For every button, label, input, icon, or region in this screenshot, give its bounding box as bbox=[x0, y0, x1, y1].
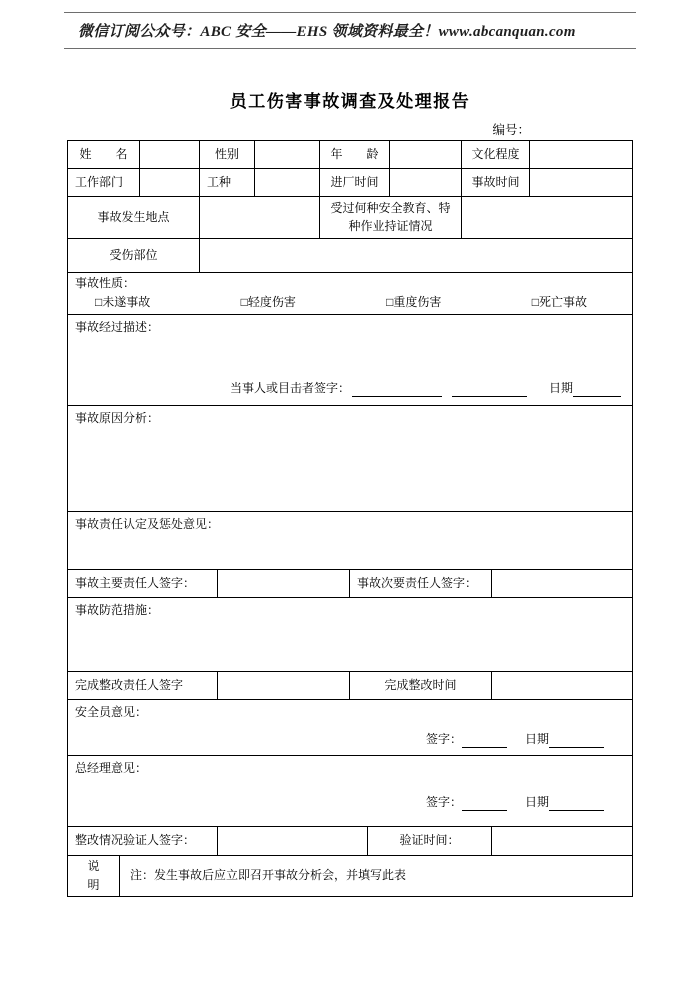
entry-time-label-cell bbox=[320, 169, 390, 196]
gender-label-cell bbox=[200, 141, 255, 168]
verification-row bbox=[68, 827, 632, 856]
safety-officer-row bbox=[68, 700, 632, 756]
department-value-cell bbox=[140, 169, 200, 196]
education-value-cell bbox=[530, 141, 632, 168]
education-label-cell bbox=[462, 141, 530, 168]
name-value-cell bbox=[140, 141, 200, 168]
verification-time-label: 验证时间： bbox=[399, 833, 460, 848]
verification-time-value-cell bbox=[492, 827, 632, 855]
page-header-banner bbox=[64, 12, 636, 49]
safety-training-label: 受过何种安全教育、特种作业持证情况 bbox=[330, 201, 451, 233]
safety-officer-date-blank bbox=[549, 734, 604, 748]
injured-part-row bbox=[68, 239, 632, 273]
education-label: 文化程度 bbox=[471, 146, 520, 161]
general-manager-date-label: 日期 bbox=[524, 795, 549, 810]
responsible-signatures-row bbox=[68, 570, 632, 598]
general-manager-date-blank bbox=[549, 797, 604, 811]
general-manager-sign-label: 签字： bbox=[425, 795, 462, 810]
secondary-responsible-label-cell bbox=[350, 570, 492, 597]
witness-signature-blank-2 bbox=[452, 383, 527, 397]
page-title: 员工伤害事故调查及处理报告 bbox=[229, 92, 471, 111]
job-label: 工种 bbox=[207, 174, 232, 189]
cause-analysis-label: 事故原因分析： bbox=[75, 411, 160, 425]
checkbox-label: 重度伤害 bbox=[393, 294, 442, 309]
injured-part-value-cell bbox=[200, 239, 632, 272]
responsibility-label: 事故责任认定及惩处意见： bbox=[75, 517, 220, 531]
accident-time-value-cell bbox=[530, 169, 632, 196]
witness-date-label: 日期 bbox=[549, 381, 574, 396]
safety-training-label-cell bbox=[320, 197, 462, 238]
checkbox-label: 死亡事故 bbox=[538, 294, 587, 309]
primary-responsible-value-cell bbox=[218, 570, 350, 597]
accident-nature-options bbox=[68, 292, 632, 311]
accident-description-row bbox=[68, 315, 632, 406]
witness-date-blank bbox=[573, 383, 621, 397]
prevention-label: 事故防范措施： bbox=[75, 603, 160, 617]
accident-nature-label: 事故性质： bbox=[75, 276, 136, 290]
gender-value-cell bbox=[255, 141, 320, 168]
note-label-cell bbox=[68, 856, 120, 896]
job-label-cell bbox=[200, 169, 255, 196]
verification-person-value-cell bbox=[218, 827, 368, 855]
note-row bbox=[68, 856, 632, 896]
age-value-cell bbox=[390, 141, 462, 168]
entry-time-label: 进厂时间 bbox=[330, 174, 379, 189]
rectification-person-label: 完成整改责任人签字 bbox=[75, 677, 184, 692]
checkbox-label: 未遂事故 bbox=[102, 294, 151, 309]
prevention-cell bbox=[68, 598, 632, 671]
witness-signature-blank-1 bbox=[352, 383, 442, 397]
accident-time-label: 事故时间 bbox=[471, 174, 520, 189]
rectification-person-value-cell bbox=[218, 672, 350, 699]
checkbox-icon: □ bbox=[95, 294, 103, 309]
note-text-cell bbox=[120, 856, 632, 896]
general-manager-signature-line bbox=[68, 795, 632, 811]
safety-officer-label: 安全员意见： bbox=[75, 705, 148, 719]
witness-signature-line bbox=[230, 381, 625, 397]
injured-part-label-cell bbox=[68, 239, 200, 272]
responsibility-cell bbox=[68, 512, 632, 569]
checkbox-option-severe-injury bbox=[386, 295, 441, 311]
checkbox-option-fatal-accident bbox=[532, 295, 587, 311]
wechat-subscription-text: 微信订阅公众号：ABC 安全——EHS 领域资料最全！www.abcanquan.com bbox=[78, 24, 576, 40]
gender-label: 性别 bbox=[214, 146, 239, 161]
verification-person-label: 整改情况验证人签字： bbox=[75, 833, 196, 848]
rectification-time-value-cell bbox=[492, 672, 632, 699]
checkbox-icon: □ bbox=[531, 294, 539, 309]
safety-officer-sign-blank bbox=[462, 734, 507, 748]
injured-part-label: 受伤部位 bbox=[109, 247, 158, 262]
responsibility-row bbox=[68, 512, 632, 570]
accident-description-label: 事故经过描述： bbox=[75, 320, 160, 334]
safety-officer-date-label: 日期 bbox=[524, 732, 549, 747]
prevention-row bbox=[68, 598, 632, 672]
accident-nature-cell bbox=[68, 273, 632, 314]
note-text: 注：发生事故后应立即召开事故分析会，并填写此表 bbox=[130, 868, 407, 883]
secondary-responsible-value-cell bbox=[492, 570, 632, 597]
name-label: 姓 名 bbox=[79, 146, 128, 161]
checkbox-label: 轻度伤害 bbox=[247, 294, 296, 309]
general-manager-label: 总经理意见： bbox=[75, 761, 148, 775]
accident-time-label-cell bbox=[462, 169, 530, 196]
safety-officer-sign-label: 签字： bbox=[425, 732, 462, 747]
entry-time-value-cell bbox=[390, 169, 462, 196]
safety-training-value-cell bbox=[462, 197, 632, 238]
document-number-label: 编号： bbox=[492, 123, 530, 137]
age-label: 年 龄 bbox=[330, 146, 379, 161]
secondary-responsible-label: 事故次要责任人签字： bbox=[357, 575, 478, 590]
checkbox-option-near-miss bbox=[95, 295, 150, 311]
general-manager-sign-blank bbox=[462, 797, 507, 811]
verification-time-label-cell bbox=[368, 827, 492, 855]
age-label-cell bbox=[320, 141, 390, 168]
rectification-time-label: 完成整改时间 bbox=[384, 677, 457, 692]
verification-person-label-cell bbox=[68, 827, 218, 855]
safety-officer-signature-line bbox=[68, 732, 632, 748]
location-value-cell bbox=[200, 197, 320, 238]
department-label: 工作部门 bbox=[75, 174, 124, 189]
basic-info-row-1 bbox=[68, 141, 632, 169]
accident-nature-row bbox=[68, 273, 632, 315]
department-label-cell bbox=[68, 169, 140, 196]
checkbox-option-minor-injury bbox=[241, 295, 296, 311]
rectification-person-label-cell bbox=[68, 672, 218, 699]
rectification-time-label-cell bbox=[350, 672, 492, 699]
primary-responsible-label-cell bbox=[68, 570, 218, 597]
witness-signature-label: 当事人或目击者签字： bbox=[230, 381, 351, 396]
cause-analysis-cell bbox=[68, 406, 632, 511]
checkbox-icon: □ bbox=[386, 294, 394, 309]
safety-officer-cell bbox=[68, 700, 632, 755]
general-manager-row bbox=[68, 756, 632, 827]
checkbox-icon: □ bbox=[240, 294, 248, 309]
accident-description-cell bbox=[68, 315, 632, 405]
basic-info-row-2 bbox=[68, 169, 632, 197]
name-label-cell bbox=[68, 141, 140, 168]
report-form-table bbox=[67, 140, 633, 897]
location-row bbox=[68, 197, 632, 239]
job-value-cell bbox=[255, 169, 320, 196]
general-manager-cell bbox=[68, 756, 632, 826]
note-label: 说明 bbox=[87, 858, 100, 892]
cause-analysis-row bbox=[68, 406, 632, 512]
location-label: 事故发生地点 bbox=[97, 209, 170, 224]
location-label-cell bbox=[68, 197, 200, 238]
rectification-row bbox=[68, 672, 632, 700]
primary-responsible-label: 事故主要责任人签字： bbox=[75, 575, 196, 590]
